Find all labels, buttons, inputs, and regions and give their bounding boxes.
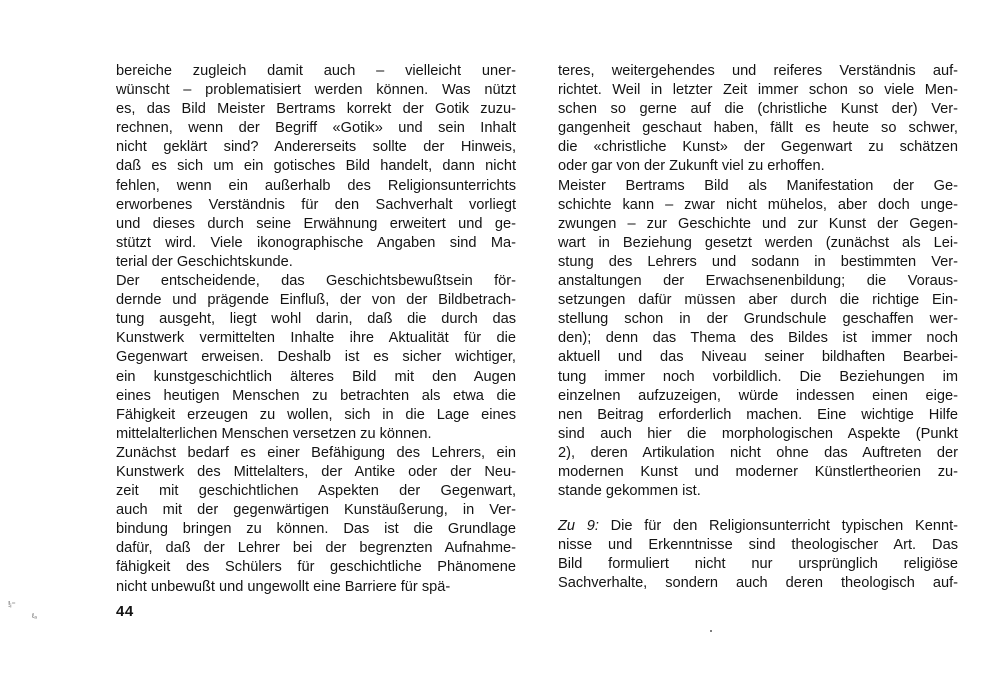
print-speck bbox=[710, 630, 712, 632]
text-line: Der entscheidende, das Geschichtsbewußtsein för- bbox=[116, 273, 516, 290]
section-lead-in: Zu 9: bbox=[558, 518, 599, 535]
section-first-line-text: Die für den Religionsunterricht typischen Kennt- bbox=[598, 518, 958, 535]
text-line: modernen Kunst und moderner Künstlertheorien zu- bbox=[558, 463, 958, 480]
text-line: rechnen, wenn der Begriff «Gotik» und sein Inhalt bbox=[116, 120, 516, 137]
text-line: setzungen dafür müssen aber durch die richtige Ein- bbox=[558, 292, 958, 309]
text-line: mittelalterlichen Menschen versetzen zu können. bbox=[116, 425, 432, 442]
text-line: die «christliche Kunst» der Gegenwart zu schätzen bbox=[558, 139, 958, 156]
text-line: auch mit der gegenwärtigen Kunstäußerung, in Ver- bbox=[116, 502, 516, 519]
text-line: stung des Lehrers und sodann in bestimmten Ver- bbox=[558, 253, 958, 270]
text-line: teres, weitergehendes und reiferes Verständnis auf- bbox=[558, 63, 958, 79]
text-line: einzelnen aufzuzeigen, würde indessen einen eige- bbox=[558, 387, 958, 404]
text-line: dernde und prägende Einfluß, der von der Bildbetrach- bbox=[116, 292, 516, 309]
text-line: nicht geklärt sind? Andererseits sollte der Hinweis, bbox=[116, 139, 516, 156]
text-line: Meister Bertrams Bild als Manifestation der Ge- bbox=[558, 177, 958, 194]
text-line: stützt wird. Viele ikonographische Angaben sind Ma- bbox=[116, 234, 516, 251]
margin-mark: ℓₐ bbox=[32, 613, 37, 620]
text-line: erworbenes Verständnis für den Sachverhalt vorliegt bbox=[116, 196, 516, 213]
text-line: anstaltungen der Erwachsenenbildung; die Voraus- bbox=[558, 273, 958, 290]
text-line: schichte kann – zwar nicht mühelos, aber doch unge- bbox=[558, 196, 958, 213]
text-line: es, das Bild Meister Bertrams korrekt der Gotik zuzu- bbox=[116, 101, 516, 118]
text-line: tung ausgeht, liegt wohl darin, daß die durch das bbox=[116, 311, 516, 328]
text-line: eines heutigen Menschen zu betrachten als etwa die bbox=[116, 387, 516, 404]
section-line: Sachverhalte, sondern auch deren theologisch auf- bbox=[558, 575, 958, 592]
text-line: 2), deren Artikulation nicht ohne das Auftreten der bbox=[558, 444, 958, 461]
section-zu-9 bbox=[558, 517, 958, 593]
text-line: Gegenwart erweisen. Deshalb ist es sicher wichtiger, bbox=[116, 349, 516, 366]
text-line: daß es sich um ein gotisches Bild handelt, dann nicht bbox=[116, 158, 516, 175]
text-line: fähigkeit des Schülers für geschichtliche Phänomene bbox=[116, 559, 516, 576]
margin-mark: ǃᵢ⁼ bbox=[8, 600, 16, 609]
text-line: schen so gerne auf die (christliche Kunst der) Ver- bbox=[558, 101, 958, 118]
section-line: nisse und Erkenntnisse sind theologischer Art. Das bbox=[558, 537, 958, 554]
right-text-column bbox=[558, 62, 958, 594]
text-line: wünscht – problematisiert werden können. Was nützt bbox=[116, 82, 516, 99]
section-first-line bbox=[558, 517, 958, 536]
text-line: bereiche zugleich damit auch – vielleicht uner- bbox=[116, 63, 516, 79]
text-line: fehlen, wenn ein außerhalb des Religionsunterrichts bbox=[116, 177, 516, 194]
text-line: Fähigkeit erzeugen zu wollen, sich in die Lage eines bbox=[116, 406, 516, 423]
paragraph-gap bbox=[558, 501, 958, 517]
text-line: terial der Geschichtskunde. bbox=[116, 253, 293, 270]
text-line: oder gar von der Zukunft viel zu erhoffen. bbox=[558, 158, 825, 175]
text-line: den); denn das Thema des Bildes ist immer noch bbox=[558, 330, 958, 347]
section-line: Bild formuliert nicht nur ursprünglich religiöse bbox=[558, 556, 958, 573]
text-line: zeit mit geschichtlichen Aspekten der Gegenwart, bbox=[116, 483, 516, 500]
text-line: Zunächst bedarf es einer Befähigung des Lehrers, ein bbox=[116, 444, 516, 461]
text-line: und dieses durch seine Erwähnung erweitert und ge- bbox=[116, 215, 516, 232]
text-line: nicht unbewußt und ungewollt eine Barriere für spä- bbox=[116, 578, 451, 595]
text-line: ein kunstgeschichtlich älteres Bild mit den Augen bbox=[116, 368, 516, 385]
text-line: Kunstwerk des Mittelalters, der Antike oder der Neu- bbox=[116, 463, 516, 480]
text-line: zwungen – zur Geschichte und zur Kunst der Gegen- bbox=[558, 215, 958, 232]
text-line: aktuell und das Niveau seiner bildhaften Bearbei- bbox=[558, 349, 958, 366]
text-line: nen Beitrag erforderlich machen. Eine wichtige Hilfe bbox=[558, 406, 958, 423]
right-column-paragraphs bbox=[558, 62, 958, 501]
left-text-column bbox=[116, 62, 516, 597]
text-line: bindung bringen zu können. Das ist die Grundlage bbox=[116, 521, 516, 538]
text-line: wart in Beziehung gesetzt werden (zunächst als Lei- bbox=[558, 234, 958, 251]
text-line: gangenheit geschaut haben, fällt es heute so schwer, bbox=[558, 120, 958, 137]
text-line: stellung schon in der Grundschule geschaffen wer- bbox=[558, 311, 958, 328]
text-line: Kunstwerk vermittelten Inhalte ihre Aktualität für die bbox=[116, 330, 516, 347]
text-line: tung immer noch vorbildlich. Die Beziehungen im bbox=[558, 368, 958, 385]
text-line: stande gekommen ist. bbox=[558, 483, 701, 500]
text-line: richtet. Weil in letzter Zeit immer schon so viele Men- bbox=[558, 82, 958, 99]
text-line: dafür, daß der Lehrer bei der begrenzten Aufnahme- bbox=[116, 540, 516, 557]
page-number: 44 bbox=[116, 603, 134, 620]
text-line: sind auch hier die morphologischen Aspekte (Punkt bbox=[558, 425, 958, 442]
